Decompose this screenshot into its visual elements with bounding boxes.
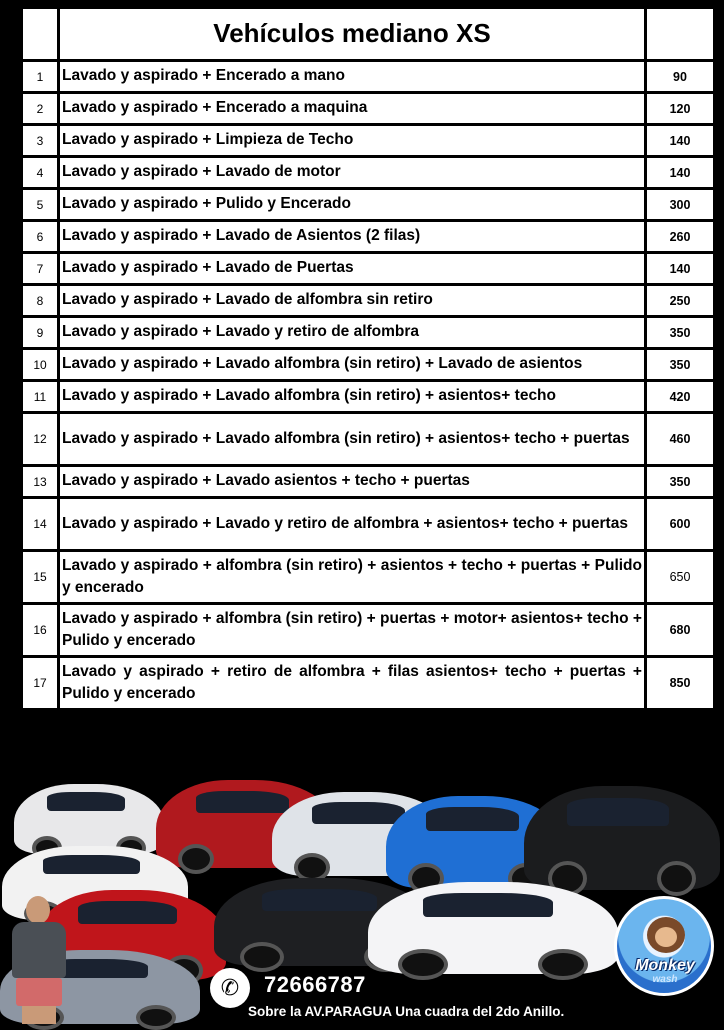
header-blank-cell: [646, 8, 715, 61]
car-image: [368, 882, 618, 974]
service-description: Lavado y aspirado + Lavado de motor: [59, 157, 646, 189]
footer-banner: [0, 778, 724, 1024]
logo-name: Monkey: [635, 957, 695, 974]
phone-number[interactable]: 72666787: [264, 972, 366, 997]
service-price: 90: [646, 61, 715, 93]
row-number: 16: [22, 604, 59, 657]
service-price: 350: [646, 349, 715, 381]
service-price: 300: [646, 189, 715, 221]
car-image: [524, 786, 720, 890]
service-row: [22, 604, 715, 657]
row-number: 6: [22, 221, 59, 253]
phone-icon: ✆: [210, 968, 250, 1008]
row-number: 1: [22, 61, 59, 93]
service-description: Lavado y aspirado + Lavado y retiro de alfombra: [59, 317, 646, 349]
service-row: [22, 349, 715, 381]
service-price: 850: [646, 657, 715, 710]
service-description: Lavado y aspirado + Lavado de Asientos (2 filas): [59, 221, 646, 253]
table-header-row: [22, 8, 715, 61]
service-price: 650: [646, 551, 715, 604]
service-row: [22, 221, 715, 253]
row-number: 13: [22, 466, 59, 498]
row-number: 3: [22, 125, 59, 157]
service-description: Lavado y aspirado + Lavado de Puertas: [59, 253, 646, 285]
service-price: 140: [646, 125, 715, 157]
row-number: 7: [22, 253, 59, 285]
service-row: [22, 317, 715, 349]
header-blank-cell: [22, 8, 59, 61]
service-price: 350: [646, 466, 715, 498]
service-description: Lavado y aspirado + Encerado a mano: [59, 61, 646, 93]
service-row: [22, 157, 715, 189]
page-title: Vehículos mediano XS: [59, 8, 646, 61]
row-number: 9: [22, 317, 59, 349]
monkey-wash-logo: [614, 896, 714, 996]
service-description: Lavado y aspirado + Lavado de alfombra sin retiro: [59, 285, 646, 317]
service-description: Lavado y aspirado + Lavado alfombra (sin retiro) + Lavado de asientos: [59, 349, 646, 381]
service-row: [22, 551, 715, 604]
service-row: [22, 466, 715, 498]
service-row: [22, 381, 715, 413]
service-price: 600: [646, 498, 715, 551]
service-price: 460: [646, 413, 715, 466]
row-number: 5: [22, 189, 59, 221]
service-row: [22, 61, 715, 93]
service-price: 140: [646, 157, 715, 189]
service-price: 420: [646, 381, 715, 413]
service-description: Lavado y aspirado + Encerado a maquina: [59, 93, 646, 125]
row-number: 8: [22, 285, 59, 317]
service-description: Lavado y aspirado + retiro de alfombra + filas asientos+ techo + puertas + Pulido y encerado: [59, 657, 646, 710]
service-description: Lavado y aspirado + Lavado asientos + techo + puertas: [59, 466, 646, 498]
row-number: 10: [22, 349, 59, 381]
service-price: 680: [646, 604, 715, 657]
address-text: Sobre la AV.PARAGUA Una cuadra del 2do Anillo.: [248, 1004, 565, 1019]
row-number: 14: [22, 498, 59, 551]
row-number: 17: [22, 657, 59, 710]
person-photo: [8, 896, 70, 1024]
service-description: Lavado y aspirado + Lavado alfombra (sin retiro) + asientos+ techo: [59, 381, 646, 413]
car-image: [14, 784, 164, 854]
service-description: Lavado y aspirado + alfombra (sin retiro) + asientos + techo + puertas + Pulido y encerado: [59, 551, 646, 604]
row-number: 2: [22, 93, 59, 125]
row-number: 12: [22, 413, 59, 466]
service-row: [22, 93, 715, 125]
service-row: [22, 285, 715, 317]
service-price: 120: [646, 93, 715, 125]
service-price: 260: [646, 221, 715, 253]
service-row: [22, 189, 715, 221]
service-row: [22, 253, 715, 285]
service-row: [22, 657, 715, 710]
service-row: [22, 413, 715, 466]
service-price: 350: [646, 317, 715, 349]
row-number: 4: [22, 157, 59, 189]
service-row: [22, 498, 715, 551]
row-number: 11: [22, 381, 59, 413]
logo-sub: wash: [652, 974, 678, 985]
service-description: Lavado y aspirado + Pulido y Encerado: [59, 189, 646, 221]
service-description: Lavado y aspirado + Lavado y retiro de alfombra + asientos+ techo + puertas: [59, 498, 646, 551]
price-table: [20, 6, 716, 711]
service-price: 250: [646, 285, 715, 317]
service-row: [22, 125, 715, 157]
service-price: 140: [646, 253, 715, 285]
service-description: Lavado y aspirado + alfombra (sin retiro) + puertas + motor+ asientos+ techo + Pulido y encerado: [59, 604, 646, 657]
service-description: Lavado y aspirado + Lavado alfombra (sin retiro) + asientos+ techo + puertas: [59, 413, 646, 466]
service-description: Lavado y aspirado + Limpieza de Techo: [59, 125, 646, 157]
row-number: 15: [22, 551, 59, 604]
